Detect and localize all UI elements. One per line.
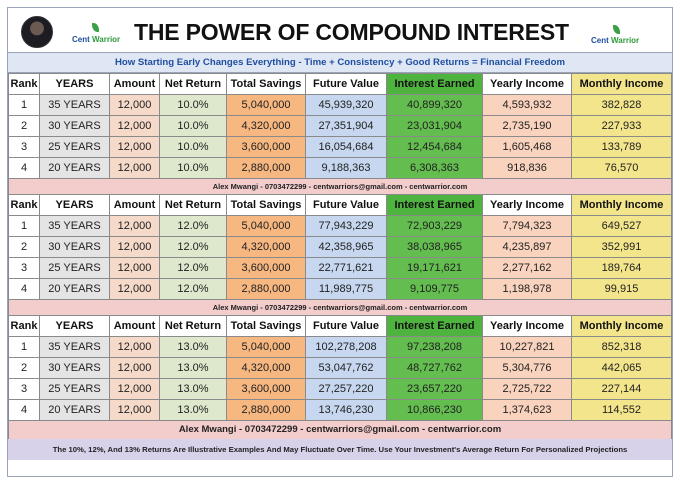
future-value-cell: 102,278,208 [306, 337, 387, 358]
net-return-cell: 10.0% [160, 95, 227, 116]
brand-warrior: Warrior [92, 35, 121, 44]
net-return-cell: 13.0% [160, 358, 227, 379]
header [8, 8, 672, 52]
column-header: Rank [9, 74, 40, 95]
future-value-cell: 13,746,230 [306, 400, 387, 421]
net-return-cell: 10.0% [160, 137, 227, 158]
future-value-cell: 16,054,684 [306, 137, 387, 158]
column-header: Net Return [160, 195, 227, 216]
rank-cell: 3 [9, 137, 40, 158]
table-row [9, 116, 672, 137]
amount-cell: 12,000 [110, 137, 160, 158]
monthly-income-cell: 133,789 [572, 137, 672, 158]
column-header: Yearly Income [483, 195, 572, 216]
returns-table [8, 315, 672, 421]
leaf-icon [613, 25, 620, 34]
table-row [9, 337, 672, 358]
interest-earned-cell: 40,899,320 [387, 95, 483, 116]
years-cell: 30 YEARS [40, 116, 110, 137]
total-savings-cell: 5,040,000 [227, 216, 306, 237]
table-row [9, 237, 672, 258]
amount-cell: 12,000 [110, 237, 160, 258]
table-header-row [9, 74, 672, 95]
contact-line: Alex Mwangi - 0703472299 - centwarriors@gmail.com - centwarrior.com [8, 300, 672, 315]
rank-cell: 1 [9, 337, 40, 358]
interest-earned-cell: 9,109,775 [387, 279, 483, 300]
page-title: THE POWER OF COMPOUND INTEREST [134, 19, 569, 45]
monthly-income-cell: 189,764 [572, 258, 672, 279]
net-return-cell: 13.0% [160, 379, 227, 400]
rank-cell: 1 [9, 216, 40, 237]
interest-earned-cell: 72,903,229 [387, 216, 483, 237]
table-header-row [9, 195, 672, 216]
future-value-cell: 77,943,229 [306, 216, 387, 237]
column-header: Rank [9, 316, 40, 337]
contact-line: Alex Mwangi - 0703472299 - centwarriors@gmail.com - centwarrior.com [8, 421, 672, 439]
years-cell: 25 YEARS [40, 379, 110, 400]
years-cell: 35 YEARS [40, 337, 110, 358]
interest-earned-cell: 10,866,230 [387, 400, 483, 421]
amount-cell: 12,000 [110, 95, 160, 116]
column-header: Future Value [306, 195, 387, 216]
amount-cell: 12,000 [110, 116, 160, 137]
total-savings-cell: 2,880,000 [227, 158, 306, 179]
rank-cell: 3 [9, 379, 40, 400]
disclaimer: The 10%, 12%, And 13% Returns Are Illustrative Examples And May Fluctuate Over Time. Use Your Investment's Average Return For Personalized Projections [8, 439, 672, 460]
years-cell: 25 YEARS [40, 137, 110, 158]
column-header: Amount [110, 74, 160, 95]
amount-cell: 12,000 [110, 379, 160, 400]
monthly-income-cell: 227,144 [572, 379, 672, 400]
interest-earned-cell: 19,171,621 [387, 258, 483, 279]
yearly-income-cell: 2,277,162 [483, 258, 572, 279]
monthly-income-cell: 114,552 [572, 400, 672, 421]
years-cell: 20 YEARS [40, 279, 110, 300]
interest-earned-cell: 12,454,684 [387, 137, 483, 158]
years-cell: 35 YEARS [40, 216, 110, 237]
monthly-income-cell: 99,915 [572, 279, 672, 300]
total-savings-cell: 5,040,000 [227, 337, 306, 358]
rank-cell: 4 [9, 400, 40, 421]
years-cell: 20 YEARS [40, 400, 110, 421]
interest-earned-cell: 97,238,208 [387, 337, 483, 358]
net-return-cell: 12.0% [160, 216, 227, 237]
table-row [9, 358, 672, 379]
returns-table [8, 73, 672, 179]
future-value-cell: 42,358,965 [306, 237, 387, 258]
table-row [9, 216, 672, 237]
total-savings-cell: 2,880,000 [227, 279, 306, 300]
column-header: Monthly Income [572, 74, 672, 95]
monthly-income-cell: 382,828 [572, 95, 672, 116]
future-value-cell: 27,257,220 [306, 379, 387, 400]
yearly-income-cell: 4,235,897 [483, 237, 572, 258]
column-header: Amount [110, 316, 160, 337]
column-header: Total Savings [227, 74, 306, 95]
net-return-cell: 10.0% [160, 116, 227, 137]
monthly-income-cell: 649,527 [572, 216, 672, 237]
net-return-cell: 12.0% [160, 237, 227, 258]
brand-logo-left [72, 35, 120, 44]
rank-cell: 3 [9, 258, 40, 279]
total-savings-cell: 2,880,000 [227, 400, 306, 421]
column-header: Yearly Income [483, 74, 572, 95]
contact-line: Alex Mwangi - 0703472299 - centwarriors@gmail.com - centwarrior.com [8, 179, 672, 194]
column-header: Interest Earned [387, 74, 483, 95]
monthly-income-cell: 352,991 [572, 237, 672, 258]
future-value-cell: 9,188,363 [306, 158, 387, 179]
table-row [9, 379, 672, 400]
rank-cell: 1 [9, 95, 40, 116]
column-header: Interest Earned [387, 316, 483, 337]
net-return-cell: 13.0% [160, 400, 227, 421]
years-cell: 30 YEARS [40, 358, 110, 379]
amount-cell: 12,000 [110, 158, 160, 179]
rank-cell: 2 [9, 237, 40, 258]
yearly-income-cell: 1,198,978 [483, 279, 572, 300]
interest-earned-cell: 38,038,965 [387, 237, 483, 258]
brand-cent: Cent [591, 36, 609, 45]
rank-cell: 4 [9, 158, 40, 179]
amount-cell: 12,000 [110, 258, 160, 279]
amount-cell: 12,000 [110, 279, 160, 300]
net-return-cell: 12.0% [160, 279, 227, 300]
years-cell: 20 YEARS [40, 158, 110, 179]
yearly-income-cell: 1,605,468 [483, 137, 572, 158]
amount-cell: 12,000 [110, 216, 160, 237]
future-value-cell: 22,771,621 [306, 258, 387, 279]
brand-logo-right [591, 36, 639, 45]
total-savings-cell: 3,600,000 [227, 379, 306, 400]
total-savings-cell: 3,600,000 [227, 258, 306, 279]
interest-earned-cell: 23,657,220 [387, 379, 483, 400]
column-header: Net Return [160, 74, 227, 95]
years-cell: 30 YEARS [40, 237, 110, 258]
table-row [9, 400, 672, 421]
years-cell: 25 YEARS [40, 258, 110, 279]
monthly-income-cell: 852,318 [572, 337, 672, 358]
future-value-cell: 11,989,775 [306, 279, 387, 300]
column-header: Future Value [306, 316, 387, 337]
column-header: Interest Earned [387, 195, 483, 216]
table-row [9, 279, 672, 300]
monthly-income-cell: 227,933 [572, 116, 672, 137]
years-cell: 35 YEARS [40, 95, 110, 116]
column-header: Monthly Income [572, 316, 672, 337]
total-savings-cell: 4,320,000 [227, 237, 306, 258]
yearly-income-cell: 2,725,722 [483, 379, 572, 400]
yearly-income-cell: 1,374,623 [483, 400, 572, 421]
table-row [9, 258, 672, 279]
total-savings-cell: 3,600,000 [227, 137, 306, 158]
brand-cent: Cent [72, 35, 90, 44]
avatar [21, 16, 53, 48]
net-return-cell: 13.0% [160, 337, 227, 358]
rank-cell: 2 [9, 358, 40, 379]
column-header: Rank [9, 195, 40, 216]
interest-earned-cell: 48,727,762 [387, 358, 483, 379]
yearly-income-cell: 5,304,776 [483, 358, 572, 379]
future-value-cell: 27,351,904 [306, 116, 387, 137]
monthly-income-cell: 76,570 [572, 158, 672, 179]
subtitle: How Starting Early Changes Everything - Time + Consistency + Good Returns = Financial Freedom [8, 52, 672, 73]
column-header: YEARS [40, 74, 110, 95]
total-savings-cell: 4,320,000 [227, 358, 306, 379]
column-header: Total Savings [227, 316, 306, 337]
interest-earned-cell: 6,308,363 [387, 158, 483, 179]
amount-cell: 12,000 [110, 358, 160, 379]
yearly-income-cell: 2,735,190 [483, 116, 572, 137]
column-header: Monthly Income [572, 195, 672, 216]
table-row [9, 137, 672, 158]
returns-table [8, 194, 672, 300]
yearly-income-cell: 10,227,821 [483, 337, 572, 358]
interest-earned-cell: 23,031,904 [387, 116, 483, 137]
amount-cell: 12,000 [110, 400, 160, 421]
column-header: Total Savings [227, 195, 306, 216]
net-return-cell: 12.0% [160, 258, 227, 279]
rank-cell: 2 [9, 116, 40, 137]
column-header: Yearly Income [483, 316, 572, 337]
infographic [7, 7, 673, 477]
leaf-icon [92, 23, 99, 32]
table-row [9, 158, 672, 179]
column-header: Future Value [306, 74, 387, 95]
monthly-income-cell: 442,065 [572, 358, 672, 379]
amount-cell: 12,000 [110, 337, 160, 358]
net-return-cell: 10.0% [160, 158, 227, 179]
brand-warrior: Warrior [611, 36, 640, 45]
yearly-income-cell: 4,593,932 [483, 95, 572, 116]
total-savings-cell: 4,320,000 [227, 116, 306, 137]
table-row [9, 95, 672, 116]
column-header: Net Return [160, 316, 227, 337]
column-header: YEARS [40, 195, 110, 216]
rank-cell: 4 [9, 279, 40, 300]
total-savings-cell: 5,040,000 [227, 95, 306, 116]
yearly-income-cell: 918,836 [483, 158, 572, 179]
future-value-cell: 53,047,762 [306, 358, 387, 379]
tables-container [8, 73, 672, 439]
table-header-row [9, 316, 672, 337]
future-value-cell: 45,939,320 [306, 95, 387, 116]
column-header: YEARS [40, 316, 110, 337]
yearly-income-cell: 7,794,323 [483, 216, 572, 237]
column-header: Amount [110, 195, 160, 216]
